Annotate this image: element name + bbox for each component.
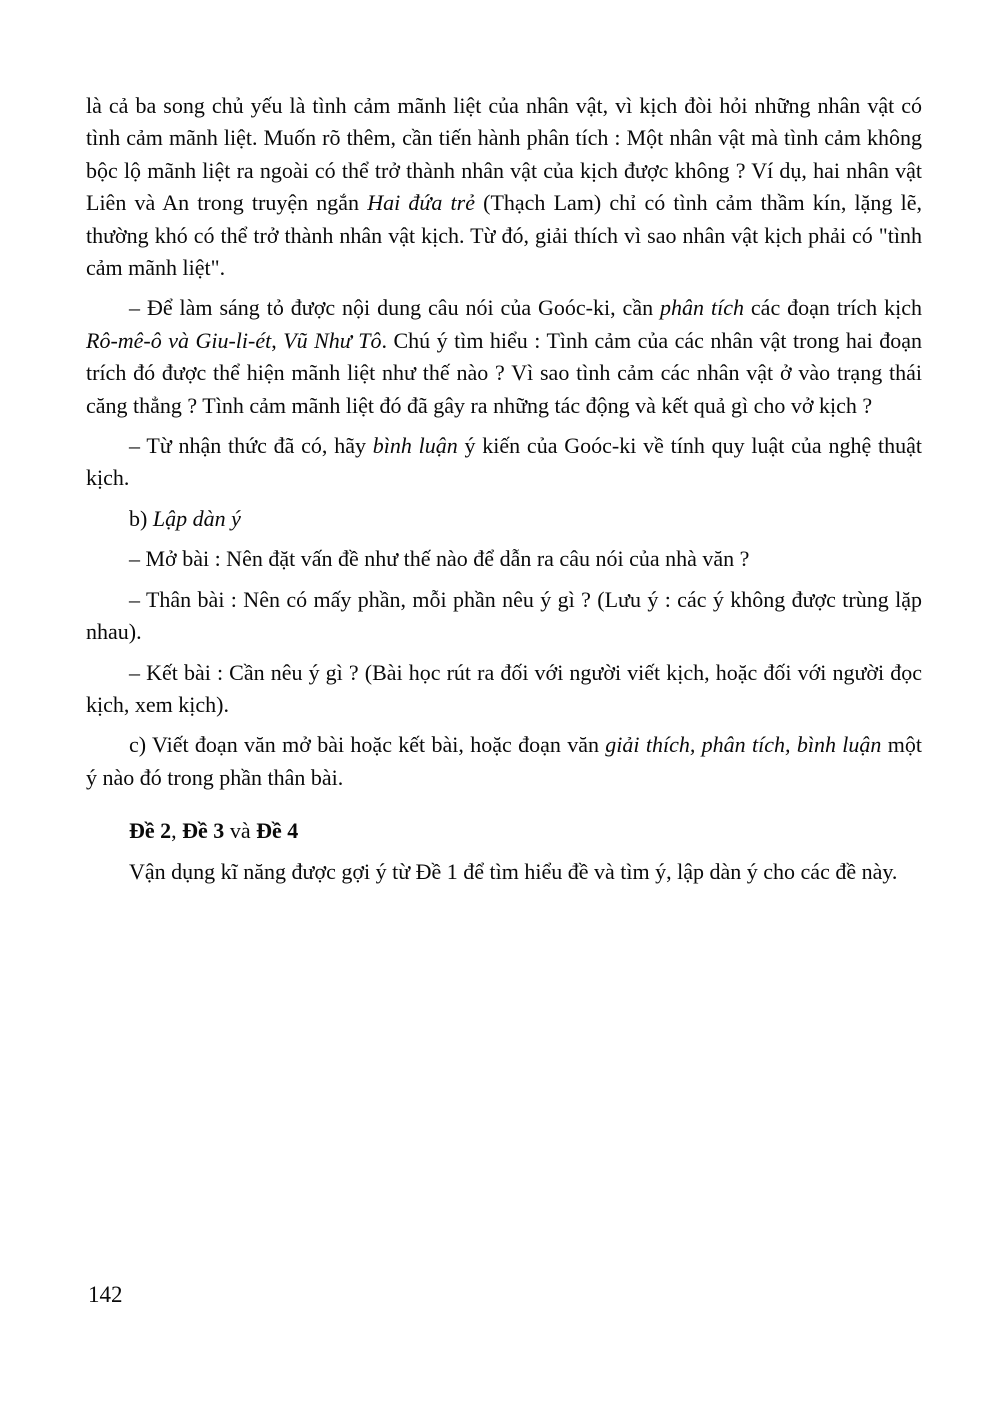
paragraph bbox=[86, 856, 922, 888]
text-segment: là cả ba song chủ yếu là tình cảm mãnh liệt của nhân vật, vì kịch đòi hỏi những nhân vật có tình cảm mãnh liệt. Muốn rõ thêm, cần tiến hành phân tích : Một nhân vật mà tình cảm không bộc lộ mãnh liệt ra ngoài có thể trở thành nhân vật của kịch được không ? Ví dụ, hai nhân vật Liên và An trong truyện ngắn bbox=[86, 93, 922, 216]
paragraph bbox=[86, 584, 922, 649]
paragraph bbox=[86, 430, 922, 495]
paragraph bbox=[86, 292, 922, 422]
text-segment: Đề 2 bbox=[129, 818, 172, 844]
text-segment: phân tích bbox=[660, 295, 744, 321]
text-segment: Hai đứa trẻ bbox=[367, 190, 475, 216]
paragraph bbox=[86, 729, 922, 794]
paragraph bbox=[86, 90, 922, 284]
paragraph bbox=[86, 543, 922, 575]
text-segment: bình luận bbox=[372, 433, 458, 459]
text-segment: Vũ Như Tô bbox=[283, 327, 382, 353]
paragraph bbox=[86, 657, 922, 722]
text-segment: giải thích, phân tích, bình luận bbox=[605, 732, 882, 758]
page-number: 142 bbox=[88, 1282, 123, 1307]
text-segment: – Kết bài : Cần nêu ý gì ? (Bài học rút ra đối với người viết kịch, hoặc đối với người đọc kịch, xem kịch). bbox=[86, 659, 922, 717]
paragraph bbox=[86, 503, 922, 535]
text-segment: . Chú ý tìm hiểu : Tình cảm của các nhân vật trong hai đoạn trích đó được thể hiện mãnh liệt như thế nào ? Vì sao tình cảm các nhân vật ở vào trạng thái căng thẳng ? Tình cảm mãnh liệt đó đã gây ra những tác động và kết quả gì cho vở kịch ? bbox=[86, 327, 923, 418]
text-segment: , bbox=[271, 327, 284, 353]
page-text bbox=[86, 90, 922, 888]
text-segment: c) Viết đoạn văn mở bài hoặc kết bài, hoặc đoạn văn bbox=[129, 732, 606, 758]
text-segment: các đoạn trích kịch bbox=[743, 295, 922, 321]
text-segment: và bbox=[224, 818, 257, 844]
text-segment: – Thân bài : Nên có mấy phần, mỗi phần nêu ý gì ? (Lưu ý : các ý không được trùng lặp nhau). bbox=[86, 586, 922, 645]
text-segment: ý kiến của Goóc-ki về tính quy luật của nghệ thuật kịch. bbox=[86, 433, 922, 491]
text-segment: – Để làm sáng tỏ được nội dung câu nói của Goóc-ki, cần bbox=[129, 295, 661, 321]
text-segment: – Mở bài : Nên đặt vấn đề như thế nào để dẫn ra câu nói của nhà văn ? bbox=[129, 546, 750, 572]
text-segment: Vận dụng kĩ năng được gợi ý từ Đề 1 để tìm hiểu đề và tìm ý, lập dàn ý cho các đề này. bbox=[129, 858, 898, 884]
text-segment: Rô-mê-ô và Giu-li-ét bbox=[86, 327, 272, 353]
text-segment: một ý nào đó trong phần thân bài. bbox=[86, 732, 922, 790]
text-segment: , bbox=[171, 818, 183, 844]
text-segment: Lập dàn ý bbox=[152, 505, 241, 531]
section-heading bbox=[86, 815, 922, 847]
text-segment: Đề 3 bbox=[182, 818, 225, 844]
text-segment: – Từ nhận thức đã có, hãy bbox=[129, 433, 373, 459]
text-segment: Đề 4 bbox=[256, 818, 299, 844]
text-segment: (Thạch Lam) chỉ có tình cảm thầm kín, lặng lẽ, thường khó có thể trở thành nhân vật kịch. Từ đó, giải thích vì sao nhân vật kịch phải có "tình cảm mãnh liệt". bbox=[86, 190, 922, 281]
text-segment: b) bbox=[129, 505, 153, 531]
